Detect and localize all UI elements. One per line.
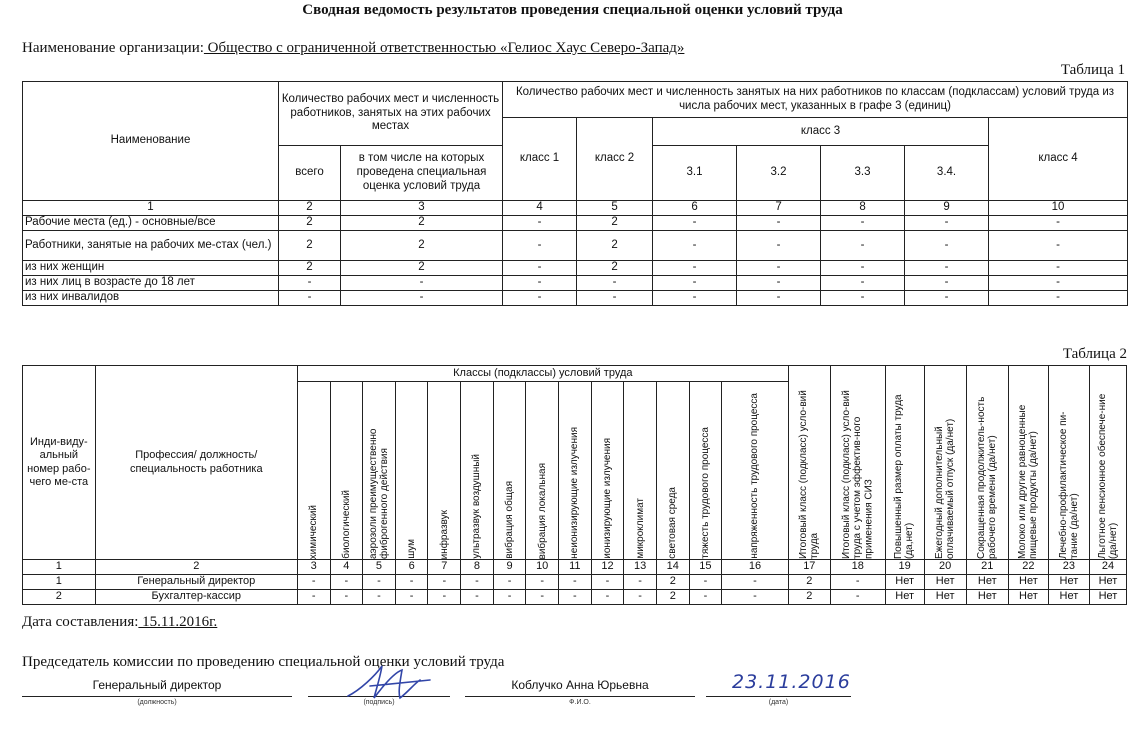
table-cell: - <box>722 590 789 605</box>
column-number: 13 <box>624 560 657 575</box>
table2-label: Таблица 2 <box>1062 346 1127 362</box>
table-cell: - <box>341 276 503 291</box>
row-label: из них женщин <box>23 261 279 276</box>
column-number: 19 <box>885 560 924 575</box>
table-cell: - <box>493 590 526 605</box>
col-header-factor: напряженность трудового процесса <box>722 382 789 560</box>
column-number: 6 <box>653 201 737 216</box>
table-cell: - <box>559 575 592 590</box>
table-cell: - <box>591 575 624 590</box>
column-number: 8 <box>821 201 905 216</box>
table-cell: - <box>503 261 577 276</box>
date-value: 15.11.2016г. <box>138 614 218 630</box>
table-cell: - <box>905 291 989 306</box>
table-cell: Нет <box>1008 575 1048 590</box>
table-cell: Нет <box>885 590 924 605</box>
table-cell: - <box>989 261 1128 276</box>
workplace-table <box>22 365 1127 605</box>
table-cell: - <box>526 575 559 590</box>
column-number: 9 <box>493 560 526 575</box>
col-header-class2: класс 2 <box>577 118 653 201</box>
table-cell: - <box>526 590 559 605</box>
column-number: 6 <box>395 560 428 575</box>
table-cell: - <box>428 575 461 590</box>
chair-position: Генеральный директор <box>92 678 222 692</box>
table-cell: - <box>279 291 341 306</box>
signature-caption: (подпись) <box>363 699 395 706</box>
table-cell: - <box>653 216 737 231</box>
summary-table <box>22 81 1128 306</box>
table-cell: - <box>624 575 657 590</box>
col-header-factor: ионизирующие излучения <box>591 382 624 560</box>
column-number: 1 <box>23 201 279 216</box>
table-cell: - <box>989 231 1128 261</box>
table-row <box>23 276 1128 291</box>
table-cell: 1 <box>23 575 96 590</box>
table-cell: 2 <box>788 575 830 590</box>
column-number: 9 <box>905 201 989 216</box>
table-cell: - <box>737 291 821 306</box>
table-cell: - <box>330 575 363 590</box>
column-number: 20 <box>924 560 966 575</box>
table-cell: Нет <box>1089 575 1126 590</box>
table-cell: - <box>737 276 821 291</box>
table-cell: - <box>461 590 494 605</box>
col-header-work-classes: Классы (подклассы) условий труда <box>297 366 788 382</box>
table-cell: 2 <box>656 575 689 590</box>
col-header-factor: вибрация общая <box>493 382 526 560</box>
table-cell: Нет <box>966 575 1008 590</box>
organization-line <box>22 40 684 57</box>
table-row <box>23 261 1128 276</box>
col-header-factor: световая среда <box>656 382 689 560</box>
table-cell: 2 <box>279 216 341 231</box>
col-header-assessed: в том числе на которых проведена специальная оценка условий труда <box>341 146 503 201</box>
organization-label: Наименование организации: <box>22 40 204 56</box>
col-header-workplace-number: Инди-виду-альный номер рабо-чего ме-ста <box>23 366 96 560</box>
col-header-workplaces: Количество рабочих мест и численность работников, занятых на этих рабочих местах <box>279 82 503 146</box>
row-label: из них инвалидов <box>23 291 279 306</box>
col-header-final-class-ppe: Итоговый класс (подкласс) усло-вий труда с учетом эффектив-ного применения СИЗ <box>830 366 885 560</box>
table-cell: - <box>395 590 428 605</box>
table-cell: Нет <box>924 575 966 590</box>
column-number: 23 <box>1048 560 1089 575</box>
column-number: 7 <box>428 560 461 575</box>
table-cell: Нет <box>1008 590 1048 605</box>
col-header-factor: шум <box>395 382 428 560</box>
organization-name: Общество с ограниченной ответственностью «Гелиос Хаус Северо-Запад» <box>203 40 685 56</box>
table-cell: - <box>905 216 989 231</box>
col-header-factor: неионизирующие излучения <box>559 382 592 560</box>
table-cell: - <box>689 590 722 605</box>
date-line <box>22 614 217 631</box>
table-cell: 2 <box>341 216 503 231</box>
table-row <box>23 291 1128 306</box>
table-cell: - <box>689 575 722 590</box>
col-header-total: всего <box>279 146 341 201</box>
table-cell: - <box>279 276 341 291</box>
column-number: 4 <box>330 560 363 575</box>
table-cell: - <box>363 575 396 590</box>
col-header-3-1: 3.1 <box>653 146 737 201</box>
table-cell: 2 <box>341 231 503 261</box>
table-cell: - <box>830 590 885 605</box>
table-cell: - <box>341 291 503 306</box>
table-cell: Нет <box>966 590 1008 605</box>
table-cell: - <box>653 261 737 276</box>
fio-caption: Ф.И.О. <box>569 699 591 706</box>
table-cell: - <box>821 261 905 276</box>
table-cell: Нет <box>1048 590 1089 605</box>
row-label: Рабочие места (ед.) - основные/все <box>23 216 279 231</box>
table-cell: - <box>624 590 657 605</box>
fio-line <box>465 678 695 697</box>
col-header-3-2: 3.2 <box>737 146 821 201</box>
table-cell: - <box>653 231 737 261</box>
table-cell: - <box>989 276 1128 291</box>
row-label: Работники, занятые на рабочих ме-стах (чел.) <box>23 231 279 261</box>
table-cell: 2 <box>341 261 503 276</box>
table-cell: - <box>821 291 905 306</box>
column-number: 21 <box>966 560 1008 575</box>
col-header-increased-pay: Повышенный размер оплаты труда (да,нет) <box>885 366 924 560</box>
column-number: 3 <box>341 201 503 216</box>
col-header-extra-leave: Ежегодный дополнительный оплачиваемый отпуск (да/нет) <box>924 366 966 560</box>
column-number: 1 <box>23 560 96 575</box>
table-cell: - <box>989 216 1128 231</box>
table-cell: - <box>905 261 989 276</box>
col-header-factor: биологический <box>330 382 363 560</box>
table-cell: - <box>461 575 494 590</box>
table-cell: 2 <box>788 590 830 605</box>
column-number: 14 <box>656 560 689 575</box>
col-header-factor: аэрозоли преимущественно фиброгенного действия <box>363 382 396 560</box>
column-number: 5 <box>577 201 653 216</box>
table-cell: - <box>737 216 821 231</box>
table-cell: Нет <box>1048 575 1089 590</box>
column-number: 4 <box>503 201 577 216</box>
column-number: 24 <box>1089 560 1126 575</box>
column-number: 2 <box>95 560 297 575</box>
col-header-name: Наименование <box>23 82 279 201</box>
table-row <box>23 216 1128 231</box>
table-cell: 2 <box>577 216 653 231</box>
column-number: 10 <box>526 560 559 575</box>
table-cell: 2 <box>23 590 96 605</box>
table-cell: - <box>503 276 577 291</box>
table-cell: - <box>737 231 821 261</box>
col-header-factor: ультразвук воздушный <box>461 382 494 560</box>
table-cell: 2 <box>577 261 653 276</box>
table-cell: - <box>905 276 989 291</box>
table-cell: - <box>297 590 330 605</box>
column-number: 16 <box>722 560 789 575</box>
table-cell: - <box>559 590 592 605</box>
table-cell: - <box>493 575 526 590</box>
col-header-final-class: Итоговый класс (подкласс) усло-вий труда <box>788 366 830 560</box>
col-header-therapeutic-food: Лечебно-профилактическое пи-тание (да/нет) <box>1048 366 1089 560</box>
table-cell: - <box>821 276 905 291</box>
date-label: Дата составления: <box>22 614 139 630</box>
table-row <box>23 575 1127 590</box>
table-cell: - <box>395 575 428 590</box>
col-header-reduced-hours: Сокращенная продолжитель-ность рабочего времени (да/нет) <box>966 366 1008 560</box>
table-cell: 2 <box>279 261 341 276</box>
col-header-pension: Льготное пенсионное обеспече-ние (да/нет) <box>1089 366 1126 560</box>
handwritten-signature <box>330 662 440 704</box>
chair-fio: Коблучко Анна Юрьевна <box>511 678 649 692</box>
table-cell: - <box>653 276 737 291</box>
col-header-3-3: 3.3 <box>821 146 905 201</box>
profession-cell: Генеральный директор <box>95 575 297 590</box>
position-caption: (должность) <box>137 699 177 706</box>
table-cell: - <box>503 231 577 261</box>
column-number: 8 <box>461 560 494 575</box>
table-cell: - <box>577 276 653 291</box>
table-cell: Нет <box>885 575 924 590</box>
table-cell: - <box>503 216 577 231</box>
col-header-factor: тяжесть трудового процесса <box>689 382 722 560</box>
table-cell: - <box>722 575 789 590</box>
col-header-class1: класс 1 <box>503 118 577 201</box>
table-cell: - <box>428 590 461 605</box>
column-number: 22 <box>1008 560 1048 575</box>
col-header-factor: микроклимат <box>624 382 657 560</box>
col-header-factor: химический <box>297 382 330 560</box>
table-cell: - <box>653 291 737 306</box>
table-row <box>23 231 1128 261</box>
table-cell: - <box>821 216 905 231</box>
table-cell: - <box>821 231 905 261</box>
column-number: 17 <box>788 560 830 575</box>
table-cell: - <box>577 291 653 306</box>
row-label: из них лиц в возрасте до 18 лет <box>23 276 279 291</box>
col-header-factor: вибрация локальная <box>526 382 559 560</box>
col-header-3-4: 3.4. <box>905 146 989 201</box>
col-header-profession: Профессия/ должность/ специальность работника <box>95 366 297 560</box>
table-cell: Нет <box>924 590 966 605</box>
commission-chair-label: Председатель комиссии по проведению специальной оценки условий труда <box>22 654 505 670</box>
table-cell: - <box>830 575 885 590</box>
table-cell: - <box>591 590 624 605</box>
table-cell: - <box>297 575 330 590</box>
date-caption: (дата) <box>768 699 789 706</box>
handwritten-date: 23.11.2016 <box>732 671 851 693</box>
table1-label: Таблица 1 <box>1060 62 1125 78</box>
table-cell: - <box>989 291 1128 306</box>
column-number: 10 <box>989 201 1128 216</box>
column-number: 7 <box>737 201 821 216</box>
table-cell: 2 <box>577 231 653 261</box>
profession-cell: Бухгалтер-кассир <box>95 590 297 605</box>
column-number: 12 <box>591 560 624 575</box>
table-cell: - <box>363 590 396 605</box>
table-cell: - <box>330 590 363 605</box>
table-cell: - <box>737 261 821 276</box>
column-number: 5 <box>363 560 396 575</box>
column-number: 18 <box>830 560 885 575</box>
column-number: 15 <box>689 560 722 575</box>
col-header-class3: класс 3 <box>653 118 989 146</box>
column-number: 3 <box>297 560 330 575</box>
table-cell: 2 <box>279 231 341 261</box>
column-number: 2 <box>279 201 341 216</box>
table-cell: - <box>905 231 989 261</box>
table-cell: - <box>503 291 577 306</box>
table-cell: 2 <box>656 590 689 605</box>
column-number: 11 <box>559 560 592 575</box>
col-header-factor: инфразвук <box>428 382 461 560</box>
table-cell: Нет <box>1089 590 1126 605</box>
col-header-classes: Количество рабочих мест и численность занятых на них работников по классам (подклассам) условий труда из числа рабочих мест, указанных в графе 3 (единиц) <box>503 82 1128 118</box>
document-title: Сводная ведомость результатов проведения специальной оценки условий труда <box>302 2 843 18</box>
col-header-class4: класс 4 <box>989 118 1128 201</box>
position-line <box>22 678 292 697</box>
table-row <box>23 590 1127 605</box>
col-header-milk: Молоко или другие равноценные пищевые продукты (да/нет) <box>1008 366 1048 560</box>
